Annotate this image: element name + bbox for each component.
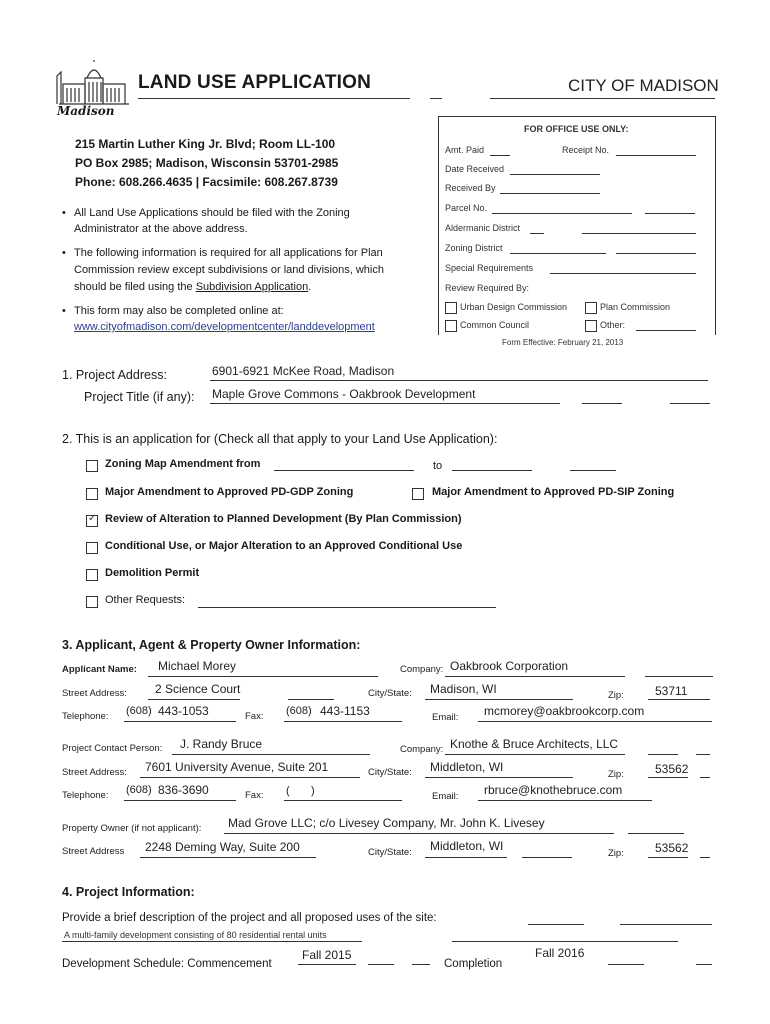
other-requests-field[interactable] <box>198 607 496 608</box>
review-required-label: Review Required By: <box>445 283 530 293</box>
applicant-fax-value[interactable]: 443-1153 <box>320 704 370 718</box>
project-title-field <box>210 403 560 404</box>
title-rule-3 <box>490 98 715 99</box>
note-1b: Administrator at the above address. <box>74 223 248 235</box>
applicant-fax-area-value[interactable]: 608 <box>289 705 309 717</box>
owner-city-value[interactable]: Middleton, WI <box>430 839 504 853</box>
contact-street-value[interactable]: 7601 University Avenue, Suite 201 <box>145 760 329 774</box>
bullet-2: • <box>62 247 66 259</box>
special-requirements-field[interactable] <box>550 273 696 274</box>
project-description-value[interactable]: A multi-family development consisting of 80 residential rental units <box>64 930 327 940</box>
title-rule <box>138 98 410 99</box>
section-4-heading: 4. Project Information: <box>62 885 195 899</box>
land-development-link[interactable]: www.cityofmadison.com/developmentcenter/landdevelopment <box>74 321 375 333</box>
other-review-field[interactable] <box>636 330 696 331</box>
amt-paid-label: Amt. Paid <box>445 145 485 155</box>
applicant-tel-area: (608) <box>126 705 152 717</box>
note-3a: This form may also be completed online at: <box>74 305 284 317</box>
project-address-field <box>210 380 708 381</box>
aldermanic-district-label: Aldermanic District <box>445 223 521 233</box>
applicant-company-label: Company: <box>400 664 444 675</box>
review-alteration-checkbox[interactable] <box>86 515 98 527</box>
zoning-district-label: Zoning District <box>445 243 503 253</box>
zoning-map-amendment-label: Zoning Map Amendment from <box>105 458 261 470</box>
project-address-value[interactable]: 6901-6921 McKee Road, Madison <box>212 364 395 378</box>
title-rule-2 <box>430 98 442 99</box>
applicant-street-label: Street Address: <box>62 688 127 699</box>
applicant-zip-label: Zip: <box>608 690 624 701</box>
received-by-label: Received By <box>445 183 496 193</box>
other-requests-label: Other Requests: <box>105 594 186 606</box>
completion-value[interactable]: Fall 2016 <box>535 946 585 960</box>
subdivision-application-link[interactable]: Subdivision Application <box>195 281 309 293</box>
contact-zip-label: Zip: <box>608 769 624 780</box>
commencement-value[interactable]: Fall 2015 <box>302 948 352 962</box>
conditional-use-checkbox[interactable] <box>86 542 98 554</box>
city-heading: CITY OF MADISON <box>568 76 719 95</box>
common-council-label: Common Council <box>460 320 530 330</box>
applicant-tel-area-value[interactable]: 608 <box>129 705 149 717</box>
plan-commission-label: Plan Commission <box>600 302 671 312</box>
contact-city-label: City/State: <box>368 767 412 778</box>
contact-fax-blank[interactable]: ( ) <box>286 785 315 797</box>
urban-design-checkbox[interactable] <box>445 302 457 314</box>
applicant-street-value[interactable]: 2 Science Court <box>155 682 241 696</box>
property-owner-value[interactable]: Mad Grove LLC; c/o Livesey Company, Mr. John K. Livesey <box>228 816 545 830</box>
owner-city-label: City/State: <box>368 847 412 858</box>
received-by-field[interactable] <box>500 193 600 194</box>
applicant-telephone-label: Telephone: <box>62 711 109 722</box>
form-effective-date: Form Effective: February 21, 2013 <box>502 338 624 347</box>
receipt-no-label: Receipt No. <box>562 145 610 155</box>
contact-tel-area: (608) <box>126 784 152 796</box>
special-requirements-label: Special Requirements <box>445 263 534 273</box>
contact-company-value[interactable]: Knothe & Bruce Architects, LLC <box>450 737 619 751</box>
other-review-checkbox[interactable] <box>585 320 597 332</box>
contact-telephone-label: Telephone: <box>62 790 109 801</box>
logo-wordmark: Madison <box>57 104 115 118</box>
zoning-map-amendment-checkbox[interactable] <box>86 460 98 472</box>
note-2c-text: should be filed using the <box>74 281 196 293</box>
zoning-to-label: to <box>433 460 443 472</box>
urban-design-label: Urban Design Commission <box>460 302 568 312</box>
pd-sip-label: Major Amendment to Approved PD-SIP Zoning <box>432 486 675 498</box>
other-review-label: Other: <box>600 320 626 330</box>
parcel-no-label: Parcel No. <box>445 203 488 213</box>
date-received-label: Date Received <box>445 164 505 174</box>
contact-email-label: Email: <box>432 791 459 802</box>
project-description-label: Provide a brief description of the project and all proposed uses of the site: <box>62 912 437 924</box>
owner-zip-value[interactable]: 53562 <box>655 841 689 855</box>
applicant-fax-area: (608) <box>286 705 312 717</box>
section-3-heading: 3. Applicant, Agent & Property Owner Information: <box>62 638 361 652</box>
office-address-line2: PO Box 2985; Madison, Wisconsin 53701-2985 <box>75 156 339 170</box>
applicant-fax-label: Fax: <box>245 711 264 722</box>
applicant-email-label: Email: <box>432 712 459 723</box>
zoning-district-field[interactable] <box>510 253 606 254</box>
applicant-tel-value[interactable]: 443-1053 <box>158 704 209 718</box>
note-1a: All Land Use Applications should be filed with the Zoning <box>74 207 350 219</box>
contact-person-value[interactable]: J. Randy Bruce <box>180 737 263 751</box>
applicant-email-value[interactable]: mcmorey@oakbrookcorp.com <box>484 704 645 718</box>
completion-label: Completion <box>444 958 503 970</box>
pd-sip-checkbox[interactable] <box>412 488 424 500</box>
note-2b: Commission review except subdivisions or land divisions, which <box>74 264 384 276</box>
contact-city-value[interactable]: Middleton, WI <box>430 760 504 774</box>
date-received-field[interactable] <box>510 174 600 175</box>
note-2c-end: . <box>308 281 312 293</box>
receipt-no-field[interactable] <box>616 155 696 156</box>
plan-commission-checkbox[interactable] <box>585 302 597 314</box>
applicant-name-label: Applicant Name: <box>62 664 137 675</box>
demolition-permit-label: Demolition Permit <box>105 567 200 579</box>
bullet-1: • <box>62 207 66 219</box>
applicant-city-label: City/State: <box>368 688 412 699</box>
office-use-heading: FOR OFFICE USE ONLY: <box>524 124 629 134</box>
contact-email-value[interactable]: rbruce@knothebruce.com <box>484 783 623 797</box>
city-logo <box>55 60 133 122</box>
note-2c <box>74 281 311 293</box>
bullet-3: • <box>62 305 66 317</box>
page-title: LAND USE APPLICATION <box>138 72 372 93</box>
zoning-from-field[interactable] <box>274 470 414 471</box>
project-title-label: Project Title (if any): <box>84 390 195 404</box>
contact-street-label: Street Address: <box>62 767 127 778</box>
zoning-to-field[interactable] <box>452 470 532 471</box>
common-council-checkbox[interactable] <box>445 320 457 332</box>
owner-zip-label: Zip: <box>608 848 624 859</box>
capitol-building-icon <box>55 60 133 106</box>
contact-zip-value[interactable]: 53562 <box>655 762 689 776</box>
other-requests-checkbox[interactable] <box>86 596 98 608</box>
applicant-zip-value[interactable]: 53711 <box>655 684 688 698</box>
pd-gdp-label: Major Amendment to Approved PD-GDP Zoning <box>105 486 354 498</box>
aldermanic-district-field[interactable] <box>530 233 544 234</box>
contact-person-label: Project Contact Person: <box>62 743 163 754</box>
office-address-line1: 215 Martin Luther King Jr. Blvd; Room LL-100 <box>75 137 336 151</box>
applicant-city-value[interactable]: Madison, WI <box>430 682 497 696</box>
owner-street-label: Street Address <box>62 846 125 857</box>
applicant-company-value[interactable]: Oakbrook Corporation <box>450 659 569 673</box>
applicant-name-value[interactable]: Michael Morey <box>158 659 237 673</box>
pd-gdp-checkbox[interactable] <box>86 488 98 500</box>
contact-tel-area-value[interactable]: 608 <box>129 784 149 796</box>
project-title-value[interactable]: Maple Grove Commons - Oakbrook Development <box>212 387 476 401</box>
property-owner-label: Property Owner (if not applicant): <box>62 823 202 834</box>
note-2a: The following information is required for all applications for Plan <box>74 247 383 259</box>
owner-street-value[interactable]: 2248 Deming Way, Suite 200 <box>145 840 300 854</box>
review-alteration-label: Review of Alteration to Planned Development (By Plan Commission) <box>105 513 462 525</box>
parcel-no-field[interactable] <box>492 213 632 214</box>
conditional-use-label: Conditional Use, or Major Alteration to an Approved Conditional Use <box>105 540 463 552</box>
contact-tel-value[interactable]: 836-3690 <box>158 783 209 797</box>
demolition-permit-checkbox[interactable] <box>86 569 98 581</box>
office-phone: Phone: 608.266.4635 | Facsimile: 608.267.8739 <box>75 175 338 189</box>
contact-company-label: Company: <box>400 744 444 755</box>
section-2-heading: 2. This is an application for (Check all that apply to your Land Use Application): <box>62 432 498 446</box>
development-schedule-label: Development Schedule: Commencement <box>62 958 272 970</box>
contact-fax-label: Fax: <box>245 790 264 801</box>
project-address-label: 1. Project Address: <box>62 368 167 382</box>
